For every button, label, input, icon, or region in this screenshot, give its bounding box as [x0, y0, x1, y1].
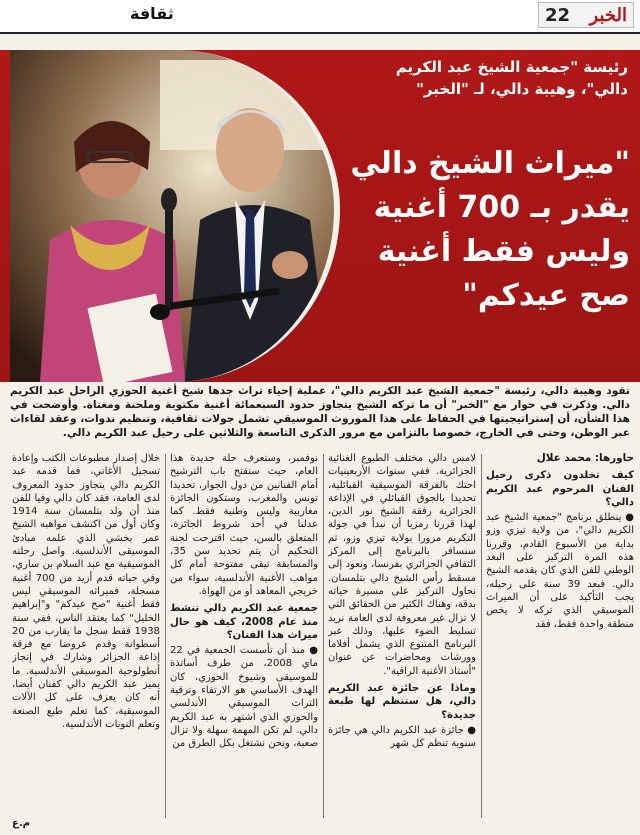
column-4: [12, 452, 160, 820]
question-3: جمعية عبد الكريم دالي تنشط منذ عام 2008، كيف هو حال ميراث هذا الفنان؟: [170, 603, 318, 641]
byline-name: محمد علال: [536, 452, 592, 464]
photo-frame: [10, 50, 340, 382]
kicker: رئيسة "جمعية الشيخ عبد الكريم دالي"، وهيبة دالي، لـ "الخبر": [395, 58, 628, 98]
question-2: وماذا عن جائزة عبد الكريم دالي، هل ستنظم لها طبعة جديدة؟: [328, 683, 476, 721]
column-1: [486, 452, 634, 820]
newspaper-logo: [538, 2, 634, 28]
lead-paragraph: تقود وهيبة دالي، رئيسة "جمعية الشيخ عبد الكريم دالي"، عملية إحياء تراث جدها شيخ أغنية الحوزي الراحل عبد الكريم دالي. وذكرت في حوار مع "الخبر" أن ما تركه الشيخ يتجاوز حدود السبعمائة أغنية مكتوبة وملحنة ومغناة. وأوضحت في هذا الشأن، أن إستراتيجيتها في الحفاظ على هذا الموروث الموسيقي تشمل جولات ثقافية، وتنظيم ندوات، وعقد لقاءات عبر الوطن، وحتى في الخارج، خصوصا بالتزامن مع مرور الذكرى التاسعة والثلاثين على رحيل عبد الكريم دالي.: [10, 385, 630, 439]
logo-word: الخبر: [589, 4, 627, 26]
page-header: [0, 0, 640, 34]
byline-label: حاورها:: [594, 452, 634, 464]
byline: [486, 452, 634, 465]
column-divider: [323, 454, 324, 818]
column-3: [170, 452, 318, 820]
column-3-text: نوفمبر، وستعرف حلة جديدة هذا العام، حيث سنفتح باب الترشيح أمام الفنانين من دول الجوار، تحديدا تونس والمغرب، وستكون الجائزة مغاربية وليس وطنية فقط. كما عدلنا في أحد شروط الجائزة، المتعلق بالسن، حيث اقترحت لجنة التحكيم أن يتم تحديد سن 35، والمسابقة تبقى مفتوحة أمام كل مواهب الأغنية الأندلسية، سواء من خريجي المعاهد أو من الهواة.: [170, 453, 318, 597]
answer-2: ● جائزة عبد الكريم دالي هي جائزة سنوية تنظم كل شهر: [328, 724, 476, 750]
answer-1: ● ينطلق برنامج "جمعية الشيخ عبد الكريم دالي"، من ولاية تيزي وزو بداية من الأسبوع القادم، وقررنا هذه المرة التركيز على البعد الوطني للفن الذي كان يقدمه الشيخ دالي. فبعد 39 سنة على رحيله، يجب التأكيد على أن الميراث الموسيقي الذي تركه لا يخص منطقة واحدة فقط، فقد: [486, 512, 634, 630]
column-divider: [481, 454, 482, 818]
author-initials: م.ع: [12, 818, 30, 829]
section-label: ثقافة: [130, 4, 174, 23]
hero-banner: [0, 50, 640, 382]
answer-3: ● منذ أن تأسست الجمعية في 22 ماي 2008، من طرف أساتذة للموسيقى وشيوخ الحوزي، كان الهدف الأساسي هو الارتقاء وترقية التراث الموسيقي الأندلسي والحوزي الذي اشتهر به عبد الكريم دالي. لم تكن المهمة سهلة ولا تزال صعبة، ونحن نشتغل بكل الطرق من: [170, 645, 318, 750]
column-divider: [165, 454, 166, 818]
column-2-text: لامس دالي مختلف الطبوع الغنائية الجزائرية. ففي سنوات الأربعينيات احتك بالفرقة الموسيقية القبائلية، تحديدا بالجوق القبائلي في الإذاعة الجزائرية رفقة الشيخ نور الدين، لهذا قررنا رمزيا أن نبدأ في جولة التكريم مرورا بولاية تيزي وزو، ثم سنسافر بالبرنامج إلى المركز الثقافي الجزائري بفرنسا، ونعود إلى مسقط رأس الشيخ دالي بتلمسان. نحاول التركيز على مسيرة حياته بدقة، وهناك الكثير من الحقائق التي لا تزال غير معروفة لدى العامة نريد تسليط الضوء عليها، وذلك عبر البرنامج المتنوع الذي يشمل أفلاما وورشات ومحاضرات عن عنوان "أستاذ الأغنية الراقية".: [328, 453, 476, 677]
column-4-text: خلال إصدار مطبوعات الكتب وإعادة تسجيل الأغاني، فما قدمه عبد الكريم دالي يتجاوز حدود المعروف لدى العامة، فقد كان دالي وفيا للفن منذ أن ولد بتلمسان سنة 1914 وكان أول من اكتشف مواهبه الشيخ عمر بخشي الذي علمه مبادئ الموسيقى الأندلسية. واصل رحلته الموسيقية مع عبد السلام بن ساري، وفي حياته قدم أزيد من 700 أغنية مسجلة، فميراثه الموسيقي ليس فقط أغنية "صح عيدكم" و"إبراهيم الخليل" كما يعتقد الناس، ففي سنة 1938 فقط سجل ما يقارب من 20 أسطوانة وقدم عروضا مع فرقة إذاعة الجزائر وشارك في إنجاز أنطولوجية الموسيقى الأندلسية. ما يميز عبد الكريم دالي كفنان أيضا، أنه كان يعزف على كل الآلات الموسيقية، كما تعلم طبع الصنعة وتعلم النوبات الأندلسية.: [12, 453, 160, 730]
page-number: 22: [545, 4, 571, 26]
headline: "ميراث الشيخ دالي يقدر بـ 700 أغنية وليس فقط أغنية صح عيدكم": [350, 146, 630, 313]
column-2: [328, 452, 476, 820]
question-1: كيف تخلدون ذكرى رحيل الفنان المرحوم عبد الكريم دالي؟: [486, 470, 634, 508]
